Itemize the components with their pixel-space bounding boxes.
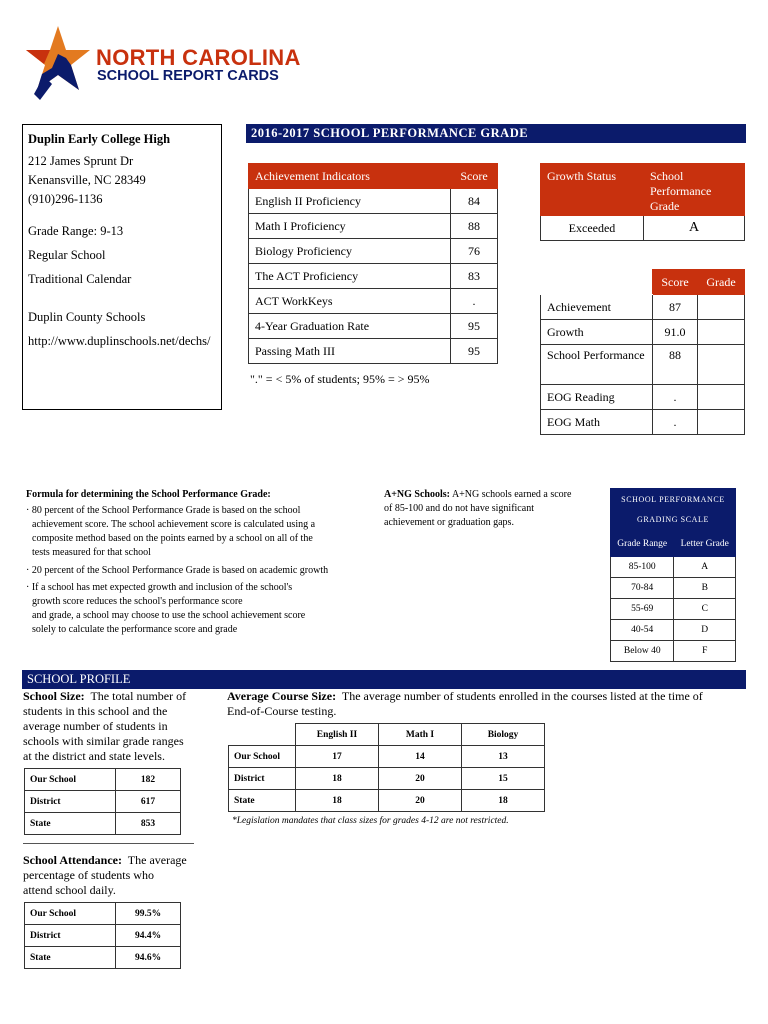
letter-grade: D [674,620,736,641]
table-row [541,410,745,435]
school-type: Regular School [28,248,106,262]
formula-line: · 80 percent of the School Performance Grade is based on the school [26,505,301,516]
formula-line: growth score reduces the school's performance score [32,596,243,607]
summary-label: EOG Reading [541,385,653,410]
table-row [541,320,745,345]
summary-grade [698,295,745,320]
divider [23,843,194,844]
letter-grade: C [674,599,736,620]
indicator-label: The ACT Proficiency [249,264,451,289]
school-size-text: schools with similar grade ranges [23,734,184,748]
summary-header-spacer [541,270,653,295]
cell-value: 17 [296,746,379,768]
table-row [541,345,745,385]
achievement-footnote: "." = < 5% of students; 95% = > 95% [250,372,430,386]
attendance-text: The average [127,853,187,867]
attendance-section [23,853,203,898]
cell-value: 18 [296,768,379,790]
indicator-label: 4-Year Graduation Rate [249,314,451,339]
indicator-score: 88 [451,214,498,239]
row-label: District [25,925,116,947]
attendance-text: percentage of students who [23,868,154,882]
performance-grade-header: 2016-2017 SCHOOL PERFORMANCE GRADE [246,124,746,143]
row-value: 99.5% [116,903,181,925]
summary-grade [698,320,745,345]
attendance-title: School Attendance: [23,853,122,867]
table-row [249,339,498,364]
table-row [611,641,736,662]
apng-section [384,488,606,530]
table-row [249,314,498,339]
apng-line: of 85-100 and do not have significant [384,503,534,514]
attendance-table [24,902,181,969]
summary-score: 87 [653,295,698,320]
school-size-text: at the district and state levels. [23,749,165,763]
row-value: 94.4% [116,925,181,947]
performance-grade-value: A [644,216,745,241]
growth-status-header: Growth Status [541,164,644,216]
school-size-text: students in this school and the [23,704,168,718]
row-value: 853 [116,813,181,835]
school-url[interactable]: http://www.duplinschools.net/dechs/ [28,334,211,348]
cell-value: 15 [462,768,545,790]
cell-value: 20 [379,768,462,790]
apng-line: A+NG schools earned a score [451,489,572,500]
cell-value: 13 [462,746,545,768]
school-size-section [23,689,213,764]
course-size-text: End-of-Course testing. [227,704,337,718]
indicator-score: 95 [451,339,498,364]
apng-title: A+NG Schools: [384,489,450,500]
table-header-row [229,724,545,746]
summary-grade [698,345,745,385]
cell-value: 18 [462,790,545,812]
row-label: District [229,768,296,790]
grading-scale-header-letter: Letter Grade [674,532,736,557]
table-row [611,578,736,599]
table-row [249,264,498,289]
summary-score: . [653,410,698,435]
school-address-line2: Kenansville, NC 28349 [28,173,146,187]
star-icon [22,24,92,102]
formula-line: composite method based on the points earned by a school on all of the [32,533,313,544]
column-header: Math I [379,724,462,746]
school-size-text: The total number of [90,689,187,703]
table-row [25,769,181,791]
grading-scale-table [610,488,736,662]
growth-status-table [540,163,745,241]
course-size-section [227,689,742,719]
grading-scale-subtitle: GRADING SCALE [636,515,710,524]
achievement-header-score: Score [451,164,498,189]
indicator-score: 76 [451,239,498,264]
table-row [229,790,545,812]
school-size-text: average number of students in [23,719,168,733]
school-calendar: Traditional Calendar [28,272,132,286]
summary-label: Growth [541,320,653,345]
letter-grade: B [674,578,736,599]
row-label: District [25,791,116,813]
row-label: State [25,947,116,969]
school-grade-range: Grade Range: 9-13 [28,224,124,238]
logo-title: NORTH CAROLINA [96,45,301,70]
table-row [611,620,736,641]
school-size-title: School Size: [23,689,85,703]
corner-cell [229,724,296,746]
table-row [25,925,181,947]
table-row [541,295,745,320]
cell-value: 20 [379,790,462,812]
table-row [249,214,498,239]
table-row [25,903,181,925]
school-address-line1: 212 James Sprunt Dr [28,154,134,168]
logo-subtitle: SCHOOL REPORT CARDS [97,68,279,84]
apng-line: achievement or graduation gaps. [384,517,514,528]
growth-status-value: Exceeded [541,216,644,241]
grade-range: 55-69 [611,599,674,620]
formula-line: tests measured for that school [32,547,151,558]
summary-score: . [653,385,698,410]
indicator-label: Math I Proficiency [249,214,451,239]
grade-range: Below 40 [611,641,674,662]
formula-line: · 20 percent of the School Performance Grade is based on academic growth [26,565,329,576]
row-label: Our School [25,769,116,791]
indicator-label: Biology Proficiency [249,239,451,264]
cell-value: 18 [296,790,379,812]
formula-line: achievement score. The school achievement score is calculated using a [32,519,316,530]
letter-grade: A [674,557,736,578]
course-size-table [228,723,545,812]
table-row [25,791,181,813]
formula-section [26,488,376,637]
indicator-score: . [451,289,498,314]
indicator-label: English II Proficiency [249,189,451,214]
indicator-score: 95 [451,314,498,339]
school-name: Duplin Early College High [28,132,171,146]
school-info-box [22,124,222,410]
school-phone: (910)296-1136 [28,192,103,206]
formula-line: and grade, a school may choose to use the school achievement score [32,610,306,621]
table-row [611,599,736,620]
indicator-label: ACT WorkKeys [249,289,451,314]
summary-label: EOG Math [541,410,653,435]
table-row [249,239,498,264]
indicator-label: Passing Math III [249,339,451,364]
school-district: Duplin County Schools [28,310,146,324]
indicator-score: 83 [451,264,498,289]
summary-label: School Performance [541,345,653,385]
column-header: English II [296,724,379,746]
summary-grade [698,410,745,435]
grading-scale-title: SCHOOL PERFORMANCE [621,495,725,504]
table-row [25,947,181,969]
grade-range: 70-84 [611,578,674,599]
summary-header-grade: Grade [698,270,745,295]
indicator-score: 84 [451,189,498,214]
summary-label: Achievement [541,295,653,320]
logo [22,24,92,102]
row-label: State [229,790,296,812]
table-row [249,289,498,314]
formula-line: · If a school has met expected growth and inclusion of the school's [26,582,293,593]
summary-header-score: Score [653,270,698,295]
table-row [229,746,545,768]
row-value: 617 [116,791,181,813]
summary-score: 88 [653,345,698,385]
column-header: Biology [462,724,545,746]
course-size-title: Average Course Size: [227,689,337,703]
cell-value: 14 [379,746,462,768]
achievement-table [248,163,498,364]
table-row [541,385,745,410]
grade-range: 40-54 [611,620,674,641]
summary-grade [698,385,745,410]
table-row [229,768,545,790]
row-value: 182 [116,769,181,791]
attendance-text: attend school daily. [23,883,116,897]
school-size-table [24,768,181,835]
formula-title: Formula for determining the School Performance Grade: [26,489,271,500]
school-performance-grade-header: School Performance Grade [644,164,745,216]
summary-score-table [540,269,745,435]
letter-grade: F [674,641,736,662]
table-row [25,813,181,835]
course-size-footnote: *Legislation mandates that class sizes for grades 4-12 are not restricted. [232,816,509,826]
table-row [249,189,498,214]
row-label: State [25,813,116,835]
grade-range: 85-100 [611,557,674,578]
row-value: 94.6% [116,947,181,969]
table-row [611,557,736,578]
achievement-header-indicator: Achievement Indicators [249,164,451,189]
school-profile-header: SCHOOL PROFILE [22,670,746,689]
course-size-text: The average number of students enrolled in the courses listed at the time of [341,689,703,703]
row-label: Our School [25,903,116,925]
formula-line: solely to calculate the performance score and grade [32,624,238,635]
row-label: Our School [229,746,296,768]
summary-score: 91.0 [653,320,698,345]
grading-scale-header-range: Grade Range [611,532,674,557]
